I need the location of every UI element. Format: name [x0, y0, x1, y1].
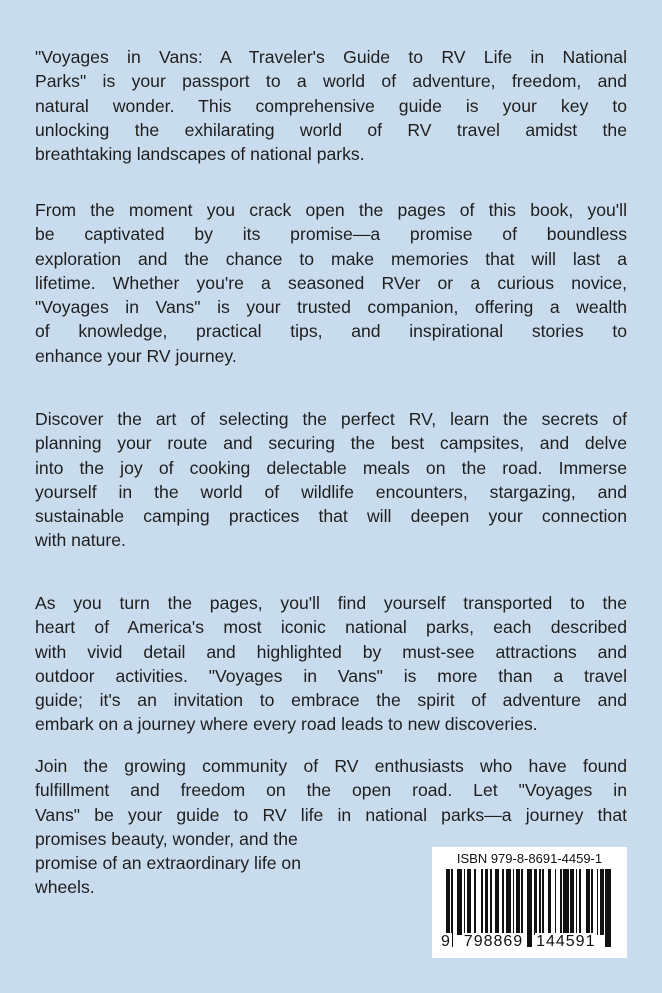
text-line: enhance your RV journey.: [35, 345, 237, 366]
text-line: promises beauty, wonder, and the: [35, 828, 298, 849]
barcode-digits-right: 144591: [536, 933, 596, 950]
paragraph-discover: [35, 407, 627, 553]
text-line: lifetime. Whether you're a seasoned RVer or a curious novice,: [35, 272, 627, 293]
barcode-bar: [542, 869, 544, 935]
barcode-bar: [605, 869, 610, 947]
text-line: heart of America's most iconic national parks, each described: [35, 617, 627, 638]
text-line: embark on a journey where every road leads to new discoveries.: [35, 714, 538, 735]
text-line: breathtaking landscapes of national parks.: [35, 144, 365, 165]
text-line: guide; it's an invitation to embrace the spirit of adventure and: [35, 690, 627, 711]
barcode-digits-left: 798869: [463, 933, 524, 950]
text-line: of knowledge, practical tips, and inspirational stories to: [35, 321, 627, 342]
text-line: with nature.: [35, 530, 126, 551]
text-line: Join the growing community of RV enthusiasts who have found: [35, 756, 627, 776]
barcode-bar: [555, 869, 557, 935]
barcode-digits: [440, 933, 596, 951]
text-line: fulfillment and freedom on the open road. Let "Voyages in: [35, 780, 627, 801]
text-line: yourself in the world of wildlife encounters, stargazing, and: [35, 481, 627, 502]
barcode-bar: [464, 869, 466, 935]
text-line: Discover the art of selecting the perfect RV, learn the secrets of: [35, 409, 627, 429]
text-line: As you turn the pages, you'll find yourself transported to the: [35, 593, 627, 613]
text-line: planning your route and securing the best campsites, and delve: [35, 433, 627, 454]
barcode-bar: [485, 869, 489, 935]
barcode-bar: [586, 869, 590, 935]
paragraph-parks: [35, 591, 627, 737]
text-line: Parks" is your passport to a world of adventure, freedom, and: [35, 71, 627, 92]
text-line: into the joy of cooking delectable meals on the road. Immerse: [35, 457, 627, 478]
barcode-bar: [502, 869, 504, 935]
barcode-bar: [513, 869, 515, 935]
isbn-label: ISBN 979-8-8691-4459-1: [456, 851, 603, 866]
text-line: sustainable camping practices that will deepen your connection: [35, 506, 627, 527]
text-line: unlocking the exhilarating world of RV travel amidst the: [35, 119, 627, 140]
text-line: outdoor activities. "Voyages in Vans" is more than a travel: [35, 665, 627, 686]
barcode-bar: [597, 869, 599, 935]
text-line: wheels.: [35, 877, 95, 898]
barcode-bar: [560, 869, 562, 935]
barcode-bar: [570, 869, 574, 935]
barcode-bar: [495, 869, 499, 935]
text-line: natural wonder. This comprehensive guide is your key to: [35, 95, 627, 116]
barcode-bar: [576, 869, 578, 935]
text-line: From the moment you crack open the pages of this book, you'll: [35, 200, 627, 220]
barcode-bar: [539, 869, 541, 935]
barcode-digit-first: 9: [441, 933, 451, 950]
barcode-bar: [490, 869, 492, 935]
barcode-bar: [481, 869, 483, 935]
text-line: with vivid detail and highlighted by must-see attractions and: [35, 641, 627, 662]
barcode-bar: [467, 869, 471, 935]
paragraph-promise: [35, 198, 627, 368]
barcode-bar: [516, 869, 520, 935]
barcode-bar: [506, 869, 511, 935]
barcode-bar: [534, 869, 538, 935]
barcode-bar: [457, 869, 462, 935]
barcode-bar: [548, 869, 552, 935]
text-line: Vans" be your guide to RV life in national parks—a journey that: [35, 804, 627, 825]
isbn-barcode: [432, 847, 627, 958]
barcode-bar: [521, 869, 523, 935]
paragraph-intro: [35, 45, 627, 166]
barcode-bar: [591, 869, 593, 935]
barcode-bar: [600, 869, 604, 935]
text-line: "Voyages in Vans: A Traveler's Guide to RV Life in National: [35, 47, 627, 67]
barcode-bar: [474, 869, 476, 935]
text-line: "Voyages in Vans" is your trusted companion, offering a wealth: [35, 297, 627, 318]
barcode-bar: [563, 869, 568, 935]
text-line: exploration and the chance to make memories that will last a: [35, 248, 627, 269]
barcode-bar: [579, 869, 581, 935]
text-line: promise of an extraordinary life on: [35, 853, 301, 874]
text-line: be captivated by its promise—a promise of boundless: [35, 224, 627, 245]
